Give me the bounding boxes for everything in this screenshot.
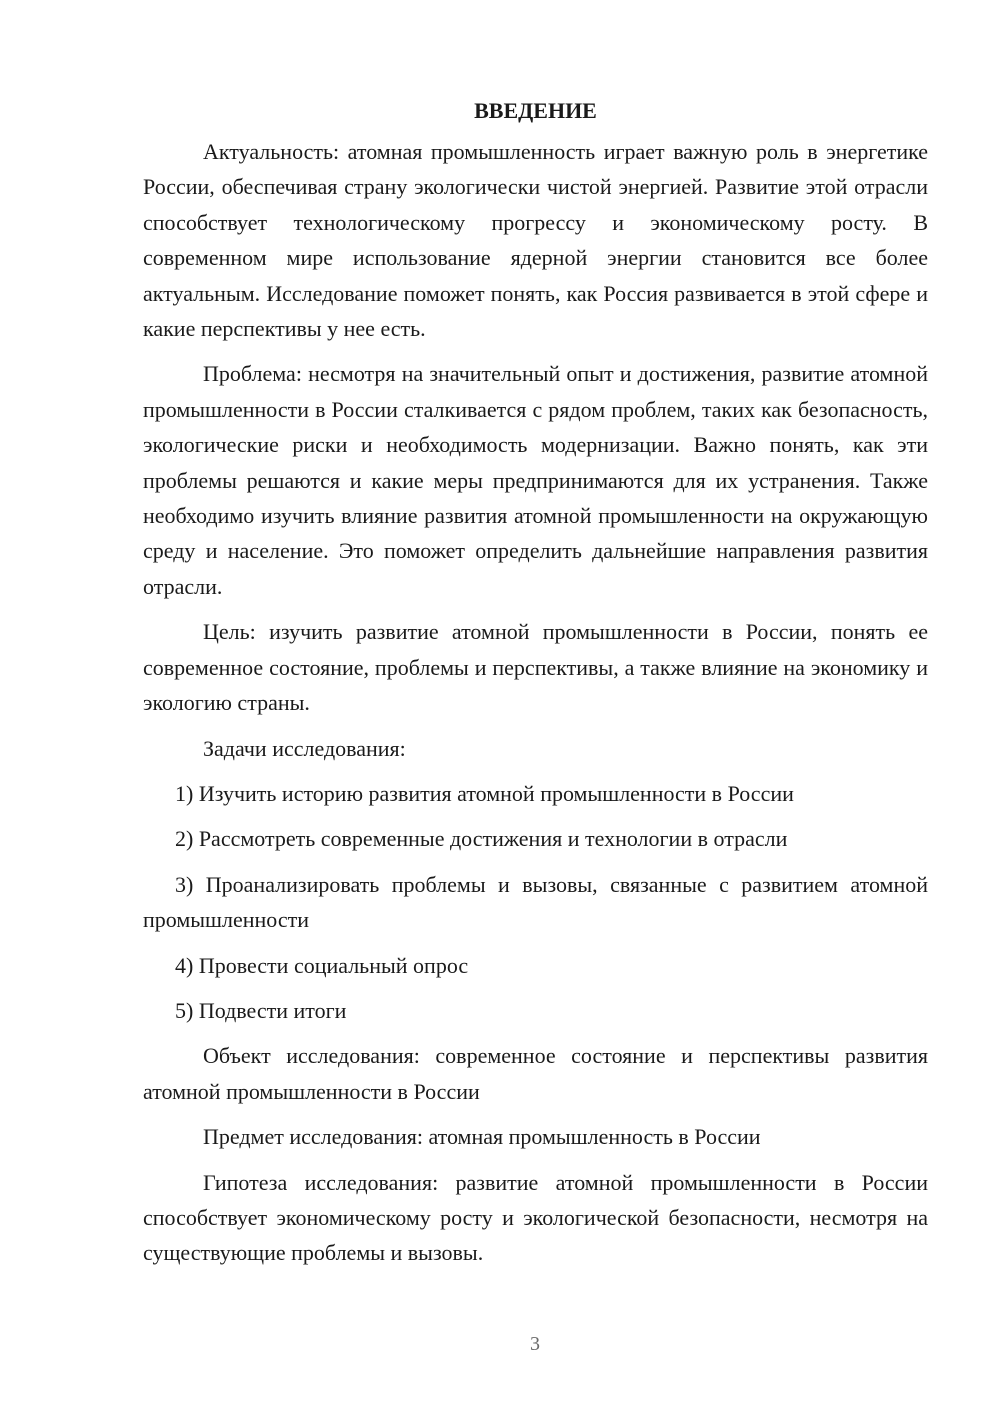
paragraph-subject: Предмет исследования: атомная промышленность в России <box>203 1124 761 1150</box>
task-item-5: 5) Подвести итоги <box>175 997 347 1023</box>
page-number: 3 <box>530 1333 540 1355</box>
paragraph-problem: Проблема: несмотря на значительный опыт и достижения, развитие атомной промышленности в России сталкивается с рядом проблем, таких как безопасность, экологические риски и необходимость модернизации. Важно понять, как эти проблемы решаются и какие меры предпринимаются для их устранения. Также необходимо изучить влияние развития атомной промышленности на окружающую среду и население. Это поможет определить дальнейшие направления развития отрасли. <box>143 361 928 599</box>
task-item-2: 2) Рассмотреть современные достижения и технологии в отрасли <box>175 826 788 852</box>
tasks-heading: Задачи исследования: <box>203 735 406 761</box>
paragraph-relevance: Актуальность: атомная промышленность играет важную роль в энергетике России, обеспечивая страну экологически чистой энергией. Развитие этой отрасли способствует технологическому прогрессу и экономическому росту. В современном мире использование ядерной энергии становится все более актуальным. Исследование поможет понять, как Россия развивается в этой сфере и какие перспективы у нее есть. <box>143 139 928 342</box>
paragraph-goal: Цель: изучить развитие атомной промышленности в России, понять ее современное состояние, проблемы и перспективы, а также влияние на экономику и экологию страны. <box>143 619 928 716</box>
task-item-4: 4) Провести социальный опрос <box>175 952 469 978</box>
task-item-3: 3) Проанализировать проблемы и вызовы, связанные с развитием атомной промышленности <box>143 871 928 933</box>
section-title: ВВЕДЕНИЕ <box>474 98 597 123</box>
paragraph-hypothesis: Гипотеза исследования: развитие атомной промышленности в России способствует экономическому росту и экологической безопасности, несмотря на существующие проблемы и вызовы. <box>143 1169 928 1266</box>
page-body <box>143 93 928 1281</box>
task-item-1: 1) Изучить историю развития атомной промышленности в России <box>175 780 794 806</box>
paragraph-object: Объект исследования: современное состояние и перспективы развития атомной промышленности в России <box>143 1043 928 1104</box>
